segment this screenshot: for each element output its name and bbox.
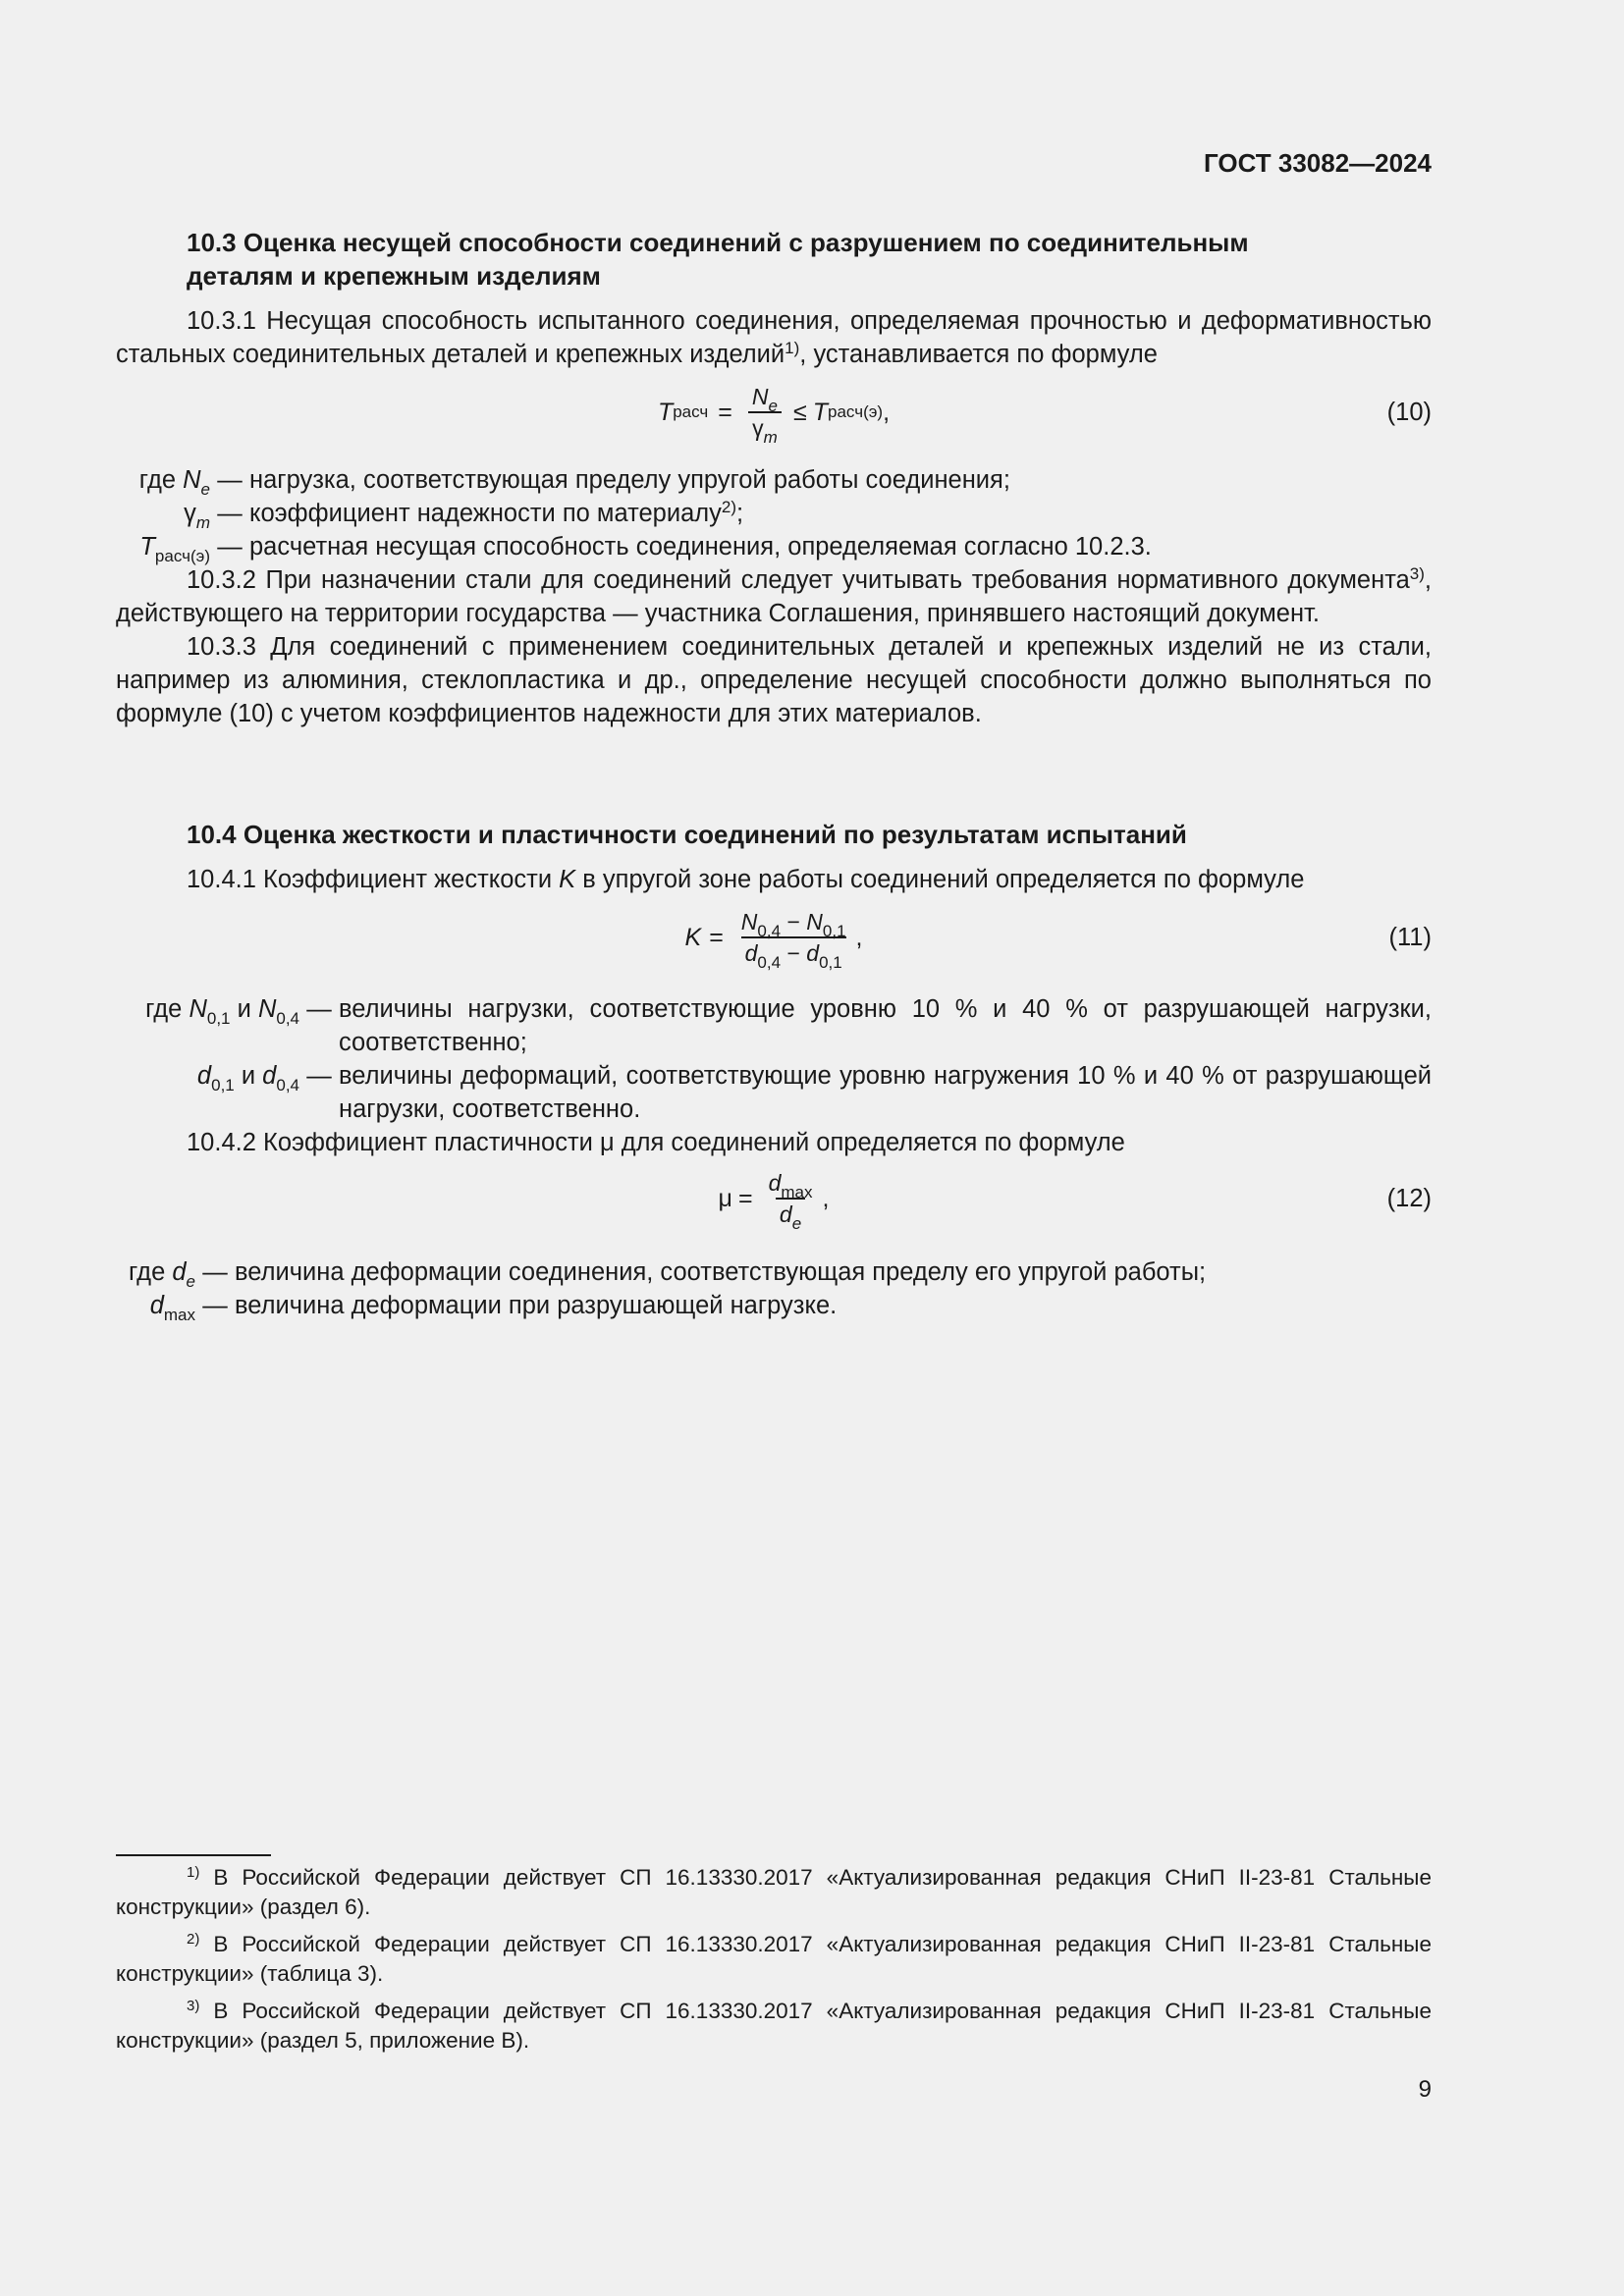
text: в упругой зоне работы соединений определяется по формуле <box>575 866 1305 893</box>
page-number: 9 <box>1418 2076 1432 2103</box>
symbol: N <box>183 466 201 494</box>
equation-number: (10) <box>1386 399 1432 426</box>
symbol-d: d <box>806 940 820 966</box>
subscript: расч(э) <box>154 547 210 565</box>
text: где <box>129 1258 173 1286</box>
numerator <box>748 382 782 415</box>
where-item <box>116 463 1432 497</box>
where-text: величины деформаций, соответствующие уровню нагружения 10 % и 40 % от разрушающей нагрузки, соответственно. <box>339 1062 1432 1123</box>
subscript: max <box>781 1183 813 1201</box>
symbol-d: d <box>768 1170 782 1196</box>
symbol: d <box>196 1062 212 1090</box>
equals-sign: = <box>737 1185 753 1212</box>
dash: — <box>202 1292 228 1319</box>
text: , устанавливается по формуле <box>799 341 1158 368</box>
formula-body <box>116 900 1432 975</box>
where-item <box>116 1059 1432 1126</box>
text: 10.3.1 Несущая способность испытанного соединения, определяемая прочностью и деформативностью стальных соединительных деталей и крепежных изделий <box>116 307 1432 368</box>
subscript: 0,1 <box>819 953 842 972</box>
symbol-t: T <box>812 399 829 426</box>
where-item <box>116 1255 1432 1289</box>
comma: , <box>822 1185 830 1212</box>
footnote-ref-2[interactable]: 2) <box>721 498 737 516</box>
document-code: ГОСТ 33082—2024 <box>1204 148 1432 178</box>
text: и <box>234 1062 263 1090</box>
symbol: γ <box>184 500 196 527</box>
numerator <box>737 907 850 940</box>
where-item <box>116 530 1432 563</box>
paragraph-10-3-3: 10.3.3 Для соединений с применением соединительных деталей и крепежных изделий не из стали, например из алюминия, стеклопластика и др., определение несущей способности должно выполняться по формуле (10) с учетом коэффициентов надежности для этих материалов. <box>116 633 1432 727</box>
where-item <box>116 1289 1432 1322</box>
symbol-n: N <box>806 909 823 934</box>
text: 10.4.1 Коэффициент жесткости <box>187 866 560 893</box>
section-heading-10-4: 10.4 Оценка жесткости и пластичности соединений по результатам испытаний <box>187 820 1187 849</box>
subscript: 0,4 <box>276 1009 299 1028</box>
footnote-text: В Российской Федерации действует СП 16.13330.2017 «Актуализированная редакция СНиП II-23-81 Стальные конструкции» (раздел 6). <box>116 1865 1432 1919</box>
footnote-separator <box>116 1854 271 1856</box>
equation-number: (12) <box>1386 1185 1432 1212</box>
formula-body: T расч = $\frac{N_e}{\gamma_m}$ ≤ T расч(э) , <box>657 384 891 447</box>
text: ; <box>736 500 744 527</box>
section-heading-10-3 <box>116 226 1432 293</box>
denominator <box>776 1198 805 1233</box>
where-text <box>249 497 1432 530</box>
fraction <box>748 382 782 447</box>
minus-sign: − <box>786 909 800 934</box>
symbol: T <box>139 533 155 561</box>
where-symbol <box>116 497 210 530</box>
subscript: e <box>791 1214 802 1233</box>
paragraph-10-4-1 <box>116 863 1432 896</box>
section-10-4 <box>116 818 1432 1322</box>
comma: , <box>855 924 863 951</box>
text: где <box>138 466 184 494</box>
symbol-d: d <box>779 1201 792 1227</box>
where-symbol <box>116 530 210 563</box>
where-symbol <box>116 463 210 497</box>
footnote-2 <box>116 1930 1432 1989</box>
equals-sign: = <box>709 924 724 951</box>
numerator <box>765 1168 817 1201</box>
subscript: 0,1 <box>822 922 846 940</box>
where-symbol <box>116 1255 195 1289</box>
formula-11 <box>116 900 1432 975</box>
subscript: 0,1 <box>211 1076 235 1095</box>
fraction <box>737 907 850 972</box>
subscript: e <box>186 1272 195 1291</box>
where-symbol <box>116 1289 195 1322</box>
where-block-11 <box>116 992 1432 1126</box>
subscript: 0,4 <box>757 922 782 940</box>
heading-line-1: 10.3 Оценка несущей способности соединений с разрушением по соединительным <box>187 228 1249 257</box>
text: коэффициент надежности по материалу <box>249 500 722 527</box>
dash: — <box>217 500 243 527</box>
comma: , <box>883 399 891 426</box>
footnote-text: В Российской Федерации действует СП 16.13330.2017 «Актуализированная редакция СНиП II-23-81 Стальные конструкции» (раздел 5, приложение В). <box>116 1999 1432 2053</box>
subscript: e <box>200 480 210 499</box>
symbol: d <box>262 1062 277 1090</box>
subscript: max <box>163 1306 195 1324</box>
symbol: d <box>149 1292 164 1319</box>
footnote-ref-3[interactable]: 3) <box>1409 564 1425 583</box>
symbol: d <box>172 1258 187 1286</box>
footnote-ref-1[interactable]: 1) <box>785 339 800 357</box>
footnote-text: В Российской Федерации действует СП 16.13330.2017 «Актуализированная редакция СНиП II-23-81 Стальные конструкции» (таблица 3). <box>116 1932 1432 1986</box>
where-symbol <box>116 1059 299 1126</box>
formula-12 <box>116 1161 1432 1236</box>
dash: — <box>202 1258 228 1286</box>
where-block-10 <box>116 463 1432 563</box>
symbol-mu: μ <box>718 1185 732 1212</box>
subscript: e <box>768 397 778 415</box>
footnote-mark: 3) <box>187 1998 200 2014</box>
document-page <box>116 0 1432 2296</box>
paragraph-10-4-2: 10.4.2 Коэффициент пластичности μ для соединений определяется по формуле <box>187 1129 1125 1156</box>
heading-line-2: деталям и крепежным изделиям <box>187 261 601 291</box>
paragraph-10-3-2 <box>116 563 1432 630</box>
minus-sign: − <box>786 940 800 966</box>
where-text: величина деформации при разрушающей нагрузке. <box>235 1292 838 1319</box>
footnote-1 <box>116 1863 1432 1922</box>
footnote-mark: 2) <box>187 1931 200 1948</box>
subscript: 0,4 <box>276 1076 299 1095</box>
equals-sign: = <box>718 399 732 426</box>
where-block-12 <box>116 1255 1432 1322</box>
symbol-k: K <box>684 924 702 951</box>
dash: — <box>217 466 243 494</box>
formula-body <box>116 1161 1432 1236</box>
symbol: N <box>257 995 277 1023</box>
paragraph-10-3-1 <box>116 304 1432 371</box>
equation-number: (11) <box>1388 924 1432 951</box>
fraction <box>765 1168 817 1233</box>
dash: — <box>306 995 332 1023</box>
text: где <box>145 995 189 1023</box>
text: и <box>230 995 258 1023</box>
symbol-d: d <box>744 940 758 966</box>
subscript: 0,1 <box>206 1009 231 1028</box>
footnotes <box>116 1863 1432 2063</box>
footnote-mark: 1) <box>187 1864 200 1881</box>
subscript: m <box>763 428 778 447</box>
dash: — <box>306 1062 332 1090</box>
where-text: величины нагрузки, соответствующие уровню 10 % и 40 % от разрушающей нагрузки, соответственно; <box>339 995 1432 1056</box>
where-text: нагрузка, соответствующая пределу упругой работы соединения; <box>249 466 1010 494</box>
symbol-k: K <box>559 866 576 893</box>
where-text: величина деформации соединения, соответствующая пределу его упругой работы; <box>235 1258 1207 1286</box>
text: , действующего на территории государства — участника Соглашения, принявшего настоящий документ. <box>116 566 1432 627</box>
dash: — <box>217 533 243 561</box>
le-sign: ≤ <box>793 399 807 426</box>
where-item <box>116 992 1432 1059</box>
formula-10 <box>116 375 1432 450</box>
subscript: m <box>195 513 210 532</box>
symbol-n: N <box>751 384 769 409</box>
section-10-3 <box>116 226 1432 730</box>
denominator <box>748 411 782 447</box>
denominator <box>741 936 846 972</box>
symbol-n: N <box>740 909 758 934</box>
footnote-3 <box>116 1997 1432 2056</box>
symbol-t: T <box>657 399 674 426</box>
subscript: 0,4 <box>757 953 782 972</box>
symbol-gamma: γ <box>752 415 764 441</box>
symbol: N <box>189 995 207 1023</box>
text: 10.3.2 При назначении стали для соединений следует учитывать требования нормативного документа <box>187 566 1410 594</box>
where-item <box>116 497 1432 530</box>
where-symbol <box>116 992 299 1059</box>
where-text: расчетная несущая способность соединения, определяемая согласно 10.2.3. <box>249 533 1152 561</box>
